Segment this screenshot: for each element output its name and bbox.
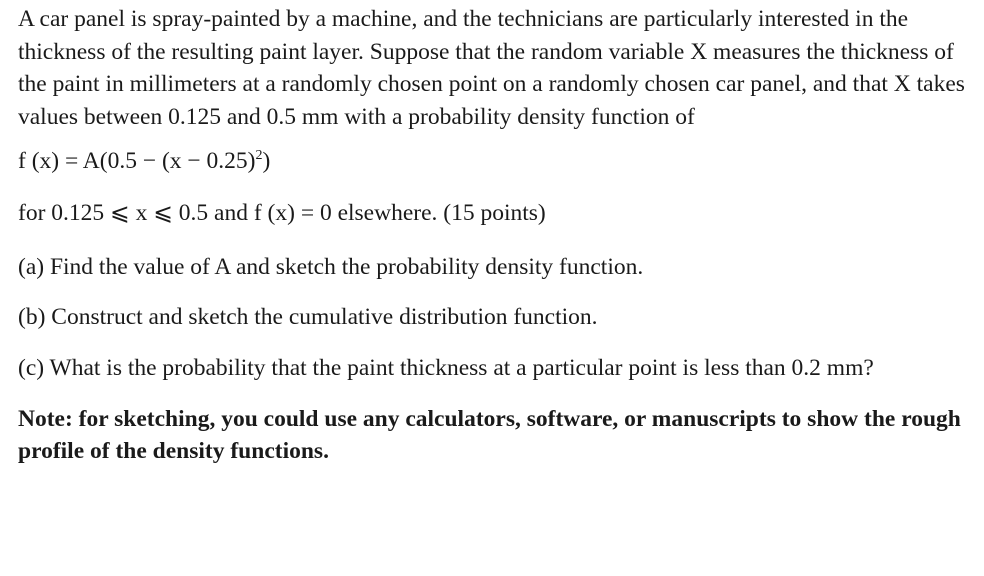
question-part-a: (a) Find the value of A and sketch the probability density function. — [18, 254, 644, 280]
pdf-domain: for 0.125 ⩽ x ⩽ 0.5 and f (x) = 0 elsewhere. (15 points) — [18, 200, 546, 226]
question-part-b: (b) Construct and sketch the cumulative distribution function. — [18, 304, 598, 330]
formula-exponent: 2 — [255, 148, 263, 163]
problem-document — [18, 0, 973, 491]
formula-lhs: f (x) = A(0.5 − (x − 0.25) — [18, 148, 256, 174]
problem-intro: A car panel is spray-painted by a machine, and the technicians are particularly interested in the thickness of the resulting paint layer. Suppose that the random variable X measures the thickness of the paint in millimeters at a randomly chosen point on a randomly chosen car panel, and that X takes values between 0.125 and 0.5 mm with a probability density function of — [18, 6, 965, 130]
question-part-c: (c) What is the probability that the paint thickness at a particular point is less than 0.2 mm? — [18, 355, 874, 381]
pdf-formula — [18, 146, 973, 176]
sketch-note: Note: for sketching, you could use any calculators, software, or manuscripts to show the rough profile of the density functions. — [18, 406, 961, 464]
formula-rhs: ) — [262, 148, 271, 174]
